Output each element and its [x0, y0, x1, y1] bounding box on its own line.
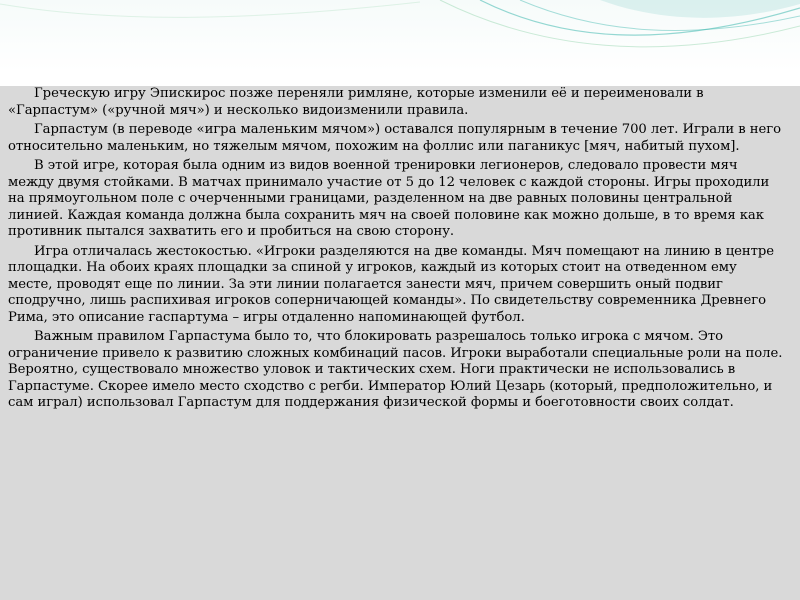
wave-line	[0, 2, 420, 17]
paragraph: Важным правилом Гарпастума было то, что блокировать разрешалось только игрока с мячом. Это ограничение привело к развитию сложных комбинаций пасов. Игроки выработали специальные роли на поле. Вероятно, существовало множество уловок и тактических схем. Ноги практически не использовались в Гарпастуме. Скорее имело место сходство с регби. Император Юлий Цезарь (который, предположительно, и сам играл) использовал Гарпастум для поддержания физической формы и боеготовности своих солдат.	[8, 329, 783, 410]
paragraph: Гарпастум (в переводе «игра маленьким мячом») оставался популярным в течение 700 лет. Играли в него относительно маленьким, но тяжелым мячом, похожим на фоллис или паганикус [мяч, набитый пухом].	[8, 122, 781, 154]
paragraph: Игра отличалась жестокостью. «Игроки разделяются на две команды. Мяч помещают на линию в центре площадки. На обоих краях площадки за спиной у игроков, каждый из которых стоит на отведенном ему месте, проводят еще по линии. За эти линии полагается занести мяч, причем совершить оный подвиг сподручно, лишь распихивая игроков соперничающей команды». По свидетельству современника Древнего Рима, это описание гаспартума – игры отдаленно напоминающей футбол.	[8, 243, 775, 325]
teal-waves-corner-icon	[0, 0, 800, 80]
paragraph: Греческую игру Эпискирос позже переняли римляне, которые изменили её и переименовали в «Гарпастум» («ручной мяч») и несколько видоизменили правила.	[8, 86, 704, 118]
slide-text-body	[8, 86, 784, 415]
wave-band	[600, 0, 800, 18]
paragraph: В этой игре, которая была одним из видов военной тренировки легионеров, следовало провести мяч между двумя стойками. В матчах принимало участие от 5 до 12 человек с каждой стороны. Игры проходили на прямоугольном поле с очерченными границами, разделенном на две равных половины центральной линией. Каждая команда должна была сохранить мяч на своей половине как можно дольше, в то время как противник пытался захватить его и пробиться на свою сторону.	[8, 158, 770, 239]
